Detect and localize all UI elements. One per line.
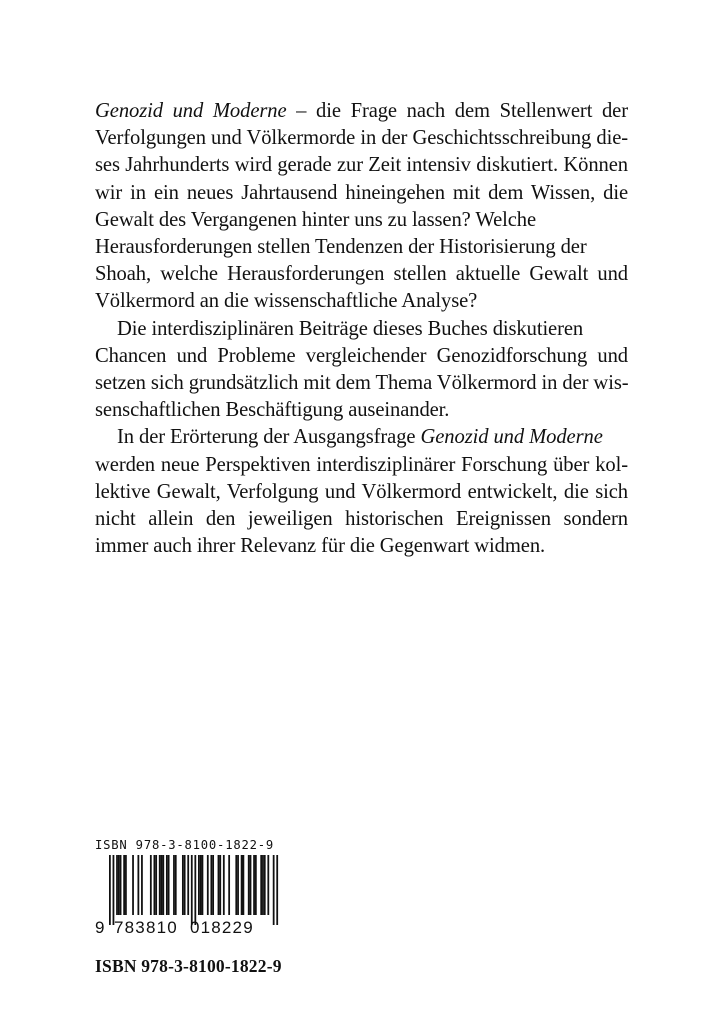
- barcode-isbn-label: ISBN 978-3-8100-1822-9: [95, 838, 275, 852]
- blurb-line: Herausforderungen stellen Tendenzen der Historisierung der: [95, 236, 587, 259]
- isbn-barcode: [95, 838, 280, 946]
- barcode-bar: [187, 855, 189, 915]
- blurb-line: werden neue Perspektiven interdisziplinärer Forschung über kol-: [95, 453, 628, 476]
- barcode-bar: [218, 855, 220, 915]
- barcode-bar: [159, 855, 161, 915]
- isbn-number: ISBN 978-3-8100-1822-9: [95, 956, 282, 976]
- barcode-digit-group-left: 783810: [114, 918, 178, 937]
- barcode-bar: [260, 855, 262, 915]
- barcode-bar: [150, 855, 152, 915]
- barcode-bar: [228, 855, 230, 915]
- blurb-line: Shoah, welche Herausforderungen stellen aktuelle Gewalt und: [95, 263, 628, 286]
- blurb-line: senschaftlichen Beschäftigung auseinander.: [95, 399, 450, 422]
- barcode-bar: [219, 855, 221, 915]
- blurb-line-text: – die Frage nach dem Stellenwert der: [286, 100, 628, 122]
- barcode-bar: [194, 855, 196, 925]
- barcode-bar: [210, 855, 212, 915]
- barcode-bar: [118, 855, 120, 915]
- blurb-line: lektive Gewalt, Verfolgung und Völkermord entwickelt, die sich: [95, 480, 628, 503]
- barcode-bar: [276, 855, 278, 925]
- blurb-paragraph-3: [95, 424, 628, 560]
- blurb-line: Die interdisziplinären Beiträge dieses Buches diskutieren: [117, 317, 584, 340]
- blurb-line: Chancen und Probleme vergleichender Genozidforschung und: [95, 344, 628, 367]
- barcode-bar: [116, 855, 118, 915]
- barcode-bar: [166, 855, 168, 915]
- barcode-bar: [250, 855, 252, 915]
- barcode-bar: [237, 855, 239, 915]
- barcode-bar: [154, 855, 156, 915]
- barcode-bar: [262, 855, 264, 915]
- barcode-bar: [235, 855, 237, 915]
- barcode-bar: [202, 855, 204, 915]
- blurb-line: ses Jahrhunderts wird gerade zur Zeit intensiv diskutiert. Können: [95, 154, 628, 177]
- barcode-bar: [162, 855, 164, 915]
- blurb-line: [95, 424, 628, 451]
- barcode-bar: [200, 855, 202, 915]
- barcode-bar: [125, 855, 127, 915]
- blurb-line: Verfolgungen und Völkermorde in der Geschichtsschreibung die-: [95, 127, 628, 150]
- barcode-bar: [207, 855, 209, 915]
- blurb-line: nicht allein den jeweiligen historischen Ereignissen sondern: [95, 508, 628, 531]
- barcode-bar: [155, 855, 157, 915]
- barcode-bar: [141, 855, 143, 915]
- barcode-digits: [95, 918, 254, 938]
- barcode-bar: [113, 855, 115, 925]
- barcode-bar: [120, 855, 122, 915]
- barcode-bar: [161, 855, 163, 915]
- barcode-bar: [241, 855, 243, 915]
- barcode-bar: [168, 855, 170, 915]
- blurb-paragraph-2: [95, 316, 628, 425]
- book-title-italic: Genozid und Moderne: [420, 426, 603, 449]
- barcode-bar: [182, 855, 184, 915]
- barcode-bar: [255, 855, 257, 915]
- barcode-bar: [248, 855, 250, 915]
- blurb-text: [95, 98, 628, 560]
- barcode-bar: [253, 855, 255, 915]
- barcode-bar: [223, 855, 225, 915]
- barcode-digit-first: 9: [95, 918, 105, 937]
- barcode-bar: [123, 855, 125, 915]
- barcode-bar: [173, 855, 175, 915]
- barcode-bar: [198, 855, 200, 915]
- barcode-bar: [243, 855, 245, 915]
- barcode-bar: [273, 855, 275, 925]
- blurb-line: Völkermord an die wissenschaftliche Analyse?: [95, 290, 478, 313]
- blurb-line-text: In der Erörterung der Ausgangsfrage: [117, 426, 421, 449]
- barcode-bar: [137, 855, 139, 915]
- barcode-bar: [267, 855, 269, 915]
- barcode-bar: [184, 855, 186, 915]
- barcode-bar: [264, 855, 266, 915]
- barcode-bar: [212, 855, 214, 915]
- blurb-line: Gewalt des Vergangenen hinter uns zu lassen? Welche: [95, 208, 537, 231]
- barcode-bar: [109, 855, 111, 925]
- barcode-bar: [175, 855, 177, 915]
- barcode-bars: [95, 855, 280, 925]
- barcode-bar: [191, 855, 193, 925]
- blurb-line: setzen sich grundsätzlich mit dem Thema Völkermord in der wis-: [95, 372, 629, 395]
- blurb-paragraph-1: [95, 98, 628, 316]
- blurb-line: immer auch ihrer Relevanz für die Gegenwart widmen.: [95, 535, 546, 558]
- barcode-bar: [132, 855, 134, 915]
- blurb-line: [95, 98, 628, 125]
- barcode-digit-group-right: 018229: [189, 918, 254, 937]
- blurb-line: wir in ein neues Jahrtausend hineingehen mit dem Wissen, die: [95, 181, 628, 204]
- book-title-italic: Genozid und Moderne: [95, 100, 287, 122]
